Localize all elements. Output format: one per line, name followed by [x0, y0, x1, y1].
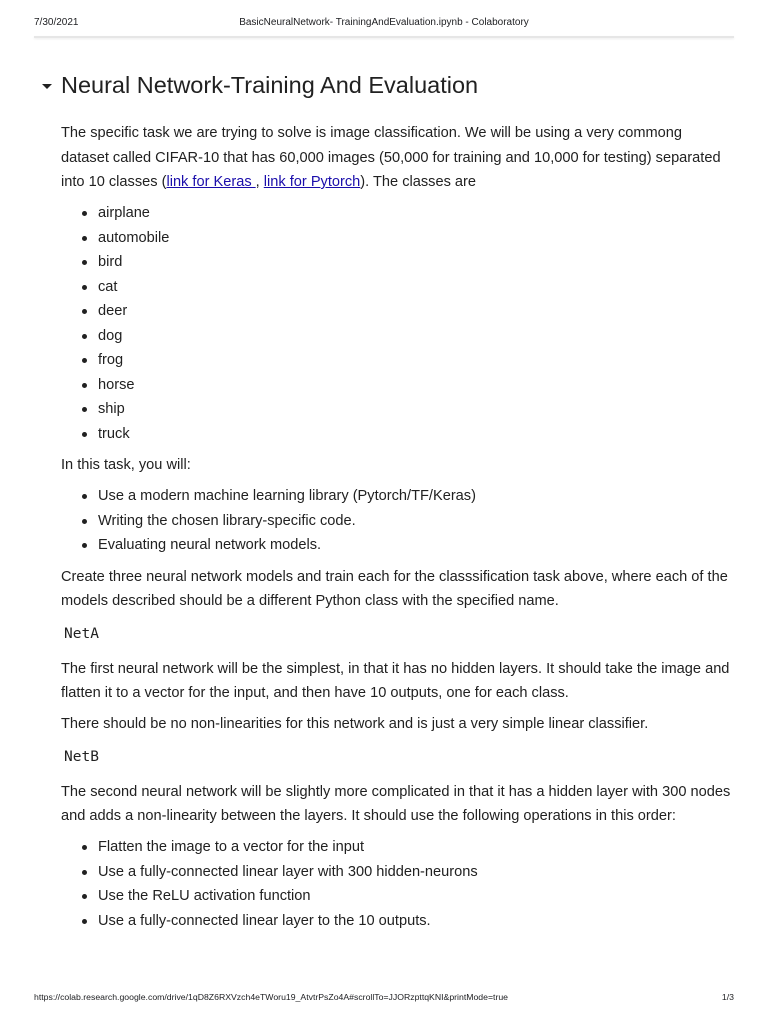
- section-heading: [37, 70, 731, 100]
- print-footer: [34, 992, 734, 1006]
- task-list: [61, 484, 731, 558]
- neta-label: NetA: [64, 625, 99, 642]
- intro-text-end: ). The classes are: [360, 174, 477, 190]
- keras-link[interactable]: link for Keras: [166, 174, 256, 190]
- print-url: https://colab.research.google.com/drive/1qD8Z6RXVzch4eTWoru19_AtvtrPsZo4A#scrollTo=JJORzpttqKNI&printMode=true: [34, 992, 509, 1002]
- list-item: airplane: [98, 201, 731, 226]
- netb-label: NetB: [64, 748, 99, 765]
- list-item: automobile: [98, 226, 731, 251]
- list-item: frog: [98, 348, 731, 373]
- intro-text: The specific task we are trying to solve is image classification. We will be using a very commong dataset called CIFAR-10 that has 60,000 images (50,000 for training and 10,000 for testing) separated into 10 classes (: [61, 125, 721, 190]
- list-item: Use a fully-connected linear layer with 300 hidden-neurons: [98, 860, 731, 885]
- classes-list: [61, 201, 731, 446]
- list-item: ship: [98, 397, 731, 422]
- notebook-content: [61, 70, 731, 940]
- link-separator: ,: [255, 174, 264, 190]
- list-item: Use a fully-connected linear layer to the 10 outputs.: [98, 909, 731, 934]
- list-item: cat: [98, 275, 731, 300]
- list-item: Use a modern machine learning library (Pytorch/TF/Keras): [98, 484, 731, 509]
- header-divider: [34, 36, 734, 38]
- collapse-caret-icon[interactable]: [42, 84, 52, 89]
- list-item: Flatten the image to a vector for the input: [98, 835, 731, 860]
- list-item: truck: [98, 422, 731, 447]
- list-item: Use the ReLU activation function: [98, 884, 731, 909]
- netb-steps-list: [61, 835, 731, 933]
- list-item: deer: [98, 299, 731, 324]
- print-header: [34, 17, 734, 31]
- neta-paragraph: The first neural network will be the simplest, in that it has no hidden layers. It should take the image and flatten it to a vector for the input, and then have 10 outputs, one for each class.: [61, 660, 730, 701]
- netb-paragraph: The second neural network will be slightly more complicated in that it has a hidden layer with 300 nodes and adds a non-linearity between the layers. It should use the following operations in this order:: [61, 783, 731, 824]
- heading-text: Neural Network-Training And Evaluation: [61, 72, 479, 98]
- create-paragraph: Create three neural network models and train each for the classsification task above, where each of the models described should be a different Python class with the specified name.: [61, 568, 728, 609]
- neta-paragraph-2: There should be no non-linearities for this network and is just a very simple linear classifier.: [61, 716, 649, 732]
- intro-paragraph: [61, 121, 731, 195]
- list-item: dog: [98, 324, 731, 349]
- list-item: horse: [98, 373, 731, 398]
- list-item: Evaluating neural network models.: [98, 533, 731, 558]
- list-item: Writing the chosen library-specific code.: [98, 509, 731, 534]
- page-number: 1/3: [721, 992, 734, 1002]
- print-date: 7/30/2021: [34, 17, 79, 28]
- pytorch-link[interactable]: link for Pytorch: [263, 174, 361, 190]
- print-title: BasicNeuralNetwork- TrainingAndEvaluation.ipynb - Colaboratory: [239, 17, 529, 28]
- list-item: bird: [98, 250, 731, 275]
- task-intro: In this task, you will:: [61, 457, 191, 473]
